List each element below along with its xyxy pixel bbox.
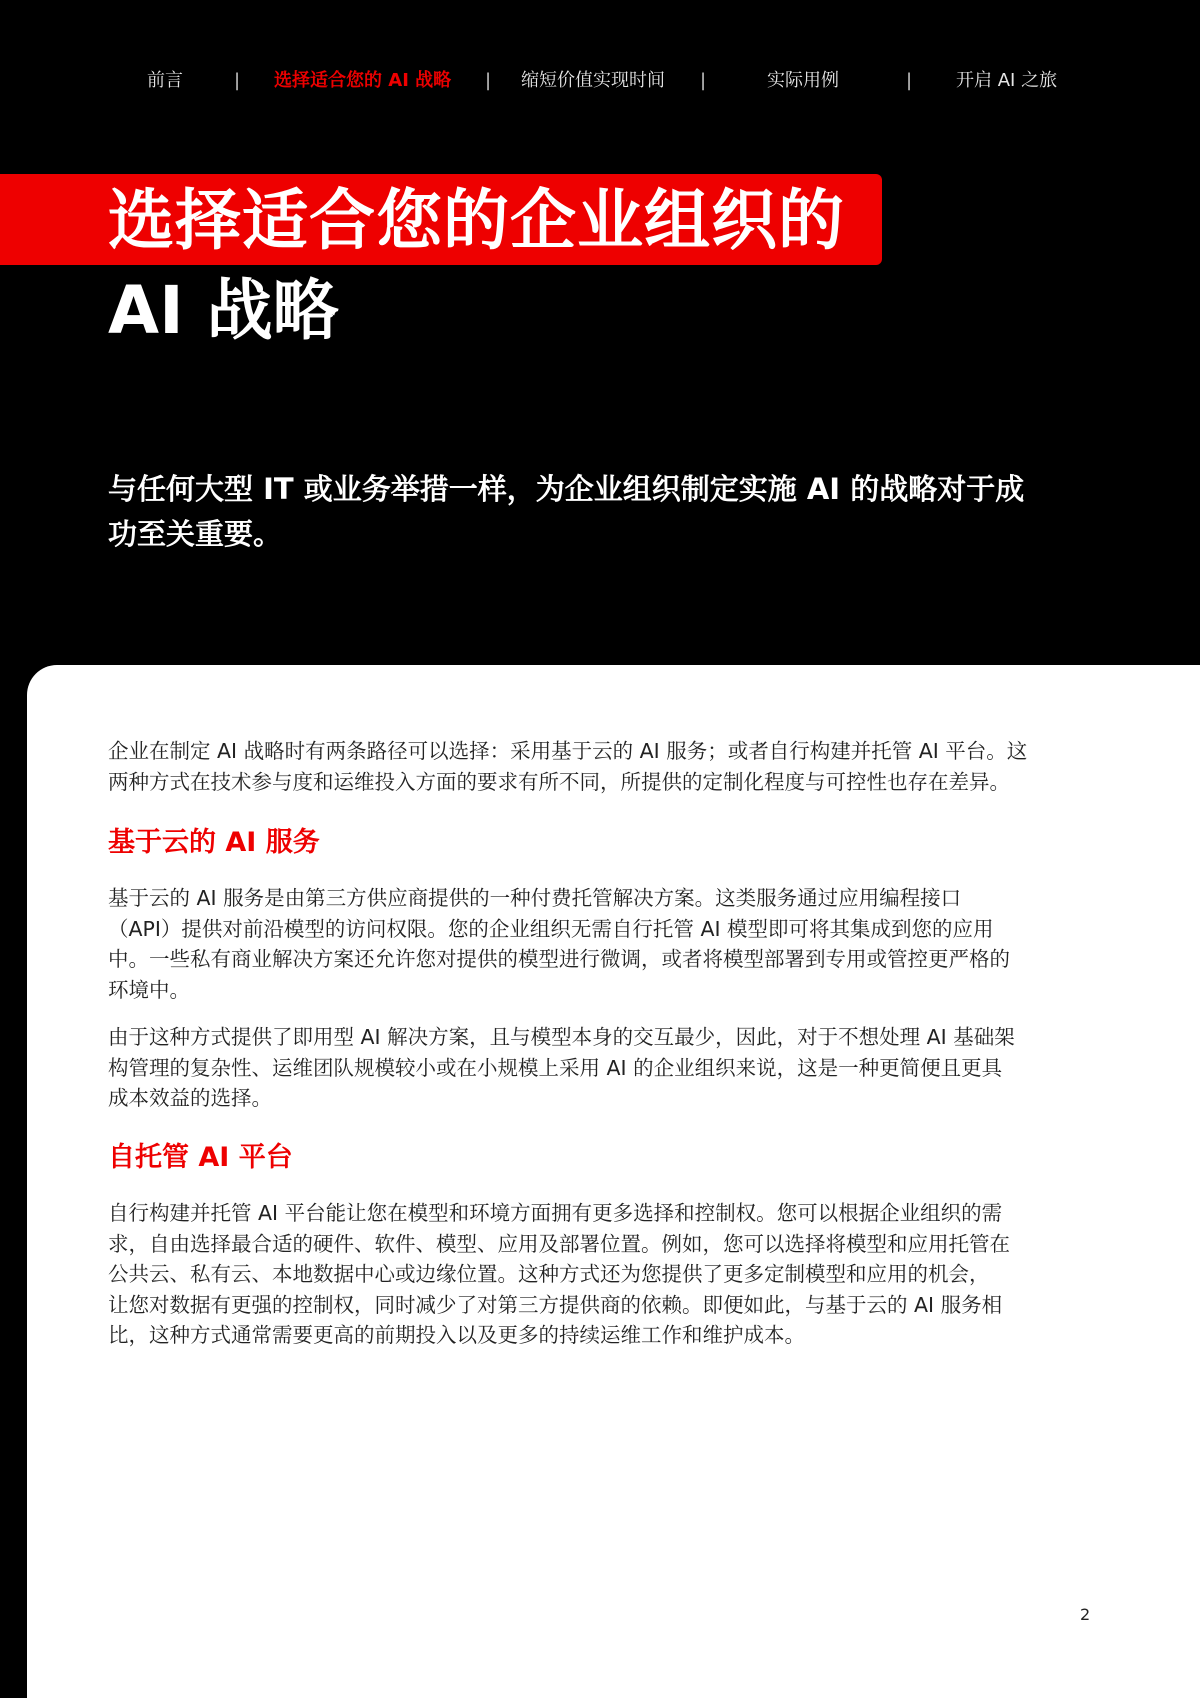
text-line: 公共云、私有云、本地数据中心或边缘位置。这种方式还为您提供了更多定制模型和应用的机会， [108,1262,990,1286]
section-heading-self-hosted-ai: 自托管 AI 平台 [108,1142,293,1173]
text-line: 环境中。 [108,977,190,1002]
intro-paragraph [108,736,1027,797]
subtitle-line: 与任何大型 IT 或业务举措一样，为企业组织制定实施 AI 的战略对于成 [108,472,1025,506]
nav-item-use-cases[interactable]: 实际用例 [767,70,839,91]
nav-item-get-started[interactable]: 开启 AI 之旅 [956,70,1058,91]
section-heading-cloud-ai: 基于云的 AI 服务 [108,827,320,858]
text-line: 两种方式在技术参与度和运维投入方面的要求有所不同，所提供的定制化程度与可控性也存在差异。 [108,769,1010,794]
text-line: 中。一些私有商业解决方案还允许您对提供的模型进行微调，或者将模型部署到专用或管控更严格的 [108,947,1010,971]
section1-paragraph2 [108,1022,1015,1114]
nav-separator: | [234,70,241,91]
page-title-line1: 选择适合您的企业组织的 [108,182,845,259]
nav-item-ai-strategy[interactable]: 选择适合您的 AI 战略 [274,70,452,91]
section1-paragraph1 [108,883,1010,1005]
text-line: 成本效益的选择。 [108,1086,272,1110]
top-navigation [0,66,1200,96]
nav-separator: | [485,70,492,91]
nav-separator: | [906,70,913,91]
text-line: 让您对数据有更强的控制权，同时减少了对第三方提供商的依赖。即便如此，与基于云的 AI 服务相 [108,1292,1003,1317]
text-line: 求，自由选择最合适的硬件、软件、模型、应用及部署位置。例如，您可以选择将模型和应用托管在 [108,1231,1010,1256]
page-title-line2: AI 战略 [108,272,339,349]
text-line: 基于云的 AI 服务是由第三方供应商提供的一种付费托管解决方案。这类服务通过应用编程接口 [108,886,962,910]
section2-paragraph1 [108,1198,1010,1351]
subtitle-line: 功至关重要。 [108,517,283,551]
text-line: 自行构建并托管 AI 平台能让您在模型和环境方面拥有更多选择和控制权。您可以根据企业组织的需 [108,1201,1003,1225]
nav-item-time-to-value[interactable]: 缩短价值实现时间 [521,70,665,91]
subtitle [108,467,1024,557]
text-line: （API）提供对前沿模型的访问权限。您的企业组织无需自行托管 AI 模型即可将其集成到您的应用 [108,916,994,941]
content-card [27,665,1200,1698]
nav-separator: | [700,70,707,91]
page-number: 2 [1080,1605,1091,1624]
text-line: 构管理的复杂性、运维团队规模较小或在小规模上采用 AI 的企业组织来说，这是一种更简便且更具 [108,1055,1003,1080]
text-line: 由于这种方式提供了即用型 AI 解决方案，且与模型本身的交互最少，因此，对于不想处理 AI 基础架 [108,1025,1015,1049]
text-line: 比，这种方式通常需要更高的前期投入以及更多的持续运维工作和维护成本。 [108,1323,805,1347]
nav-item-preface[interactable]: 前言 [147,70,183,91]
text-line: 企业在制定 AI 战略时有两条路径可以选择：采用基于云的 AI 服务；或者自行构建并托管 AI 平台。这 [108,739,1028,763]
